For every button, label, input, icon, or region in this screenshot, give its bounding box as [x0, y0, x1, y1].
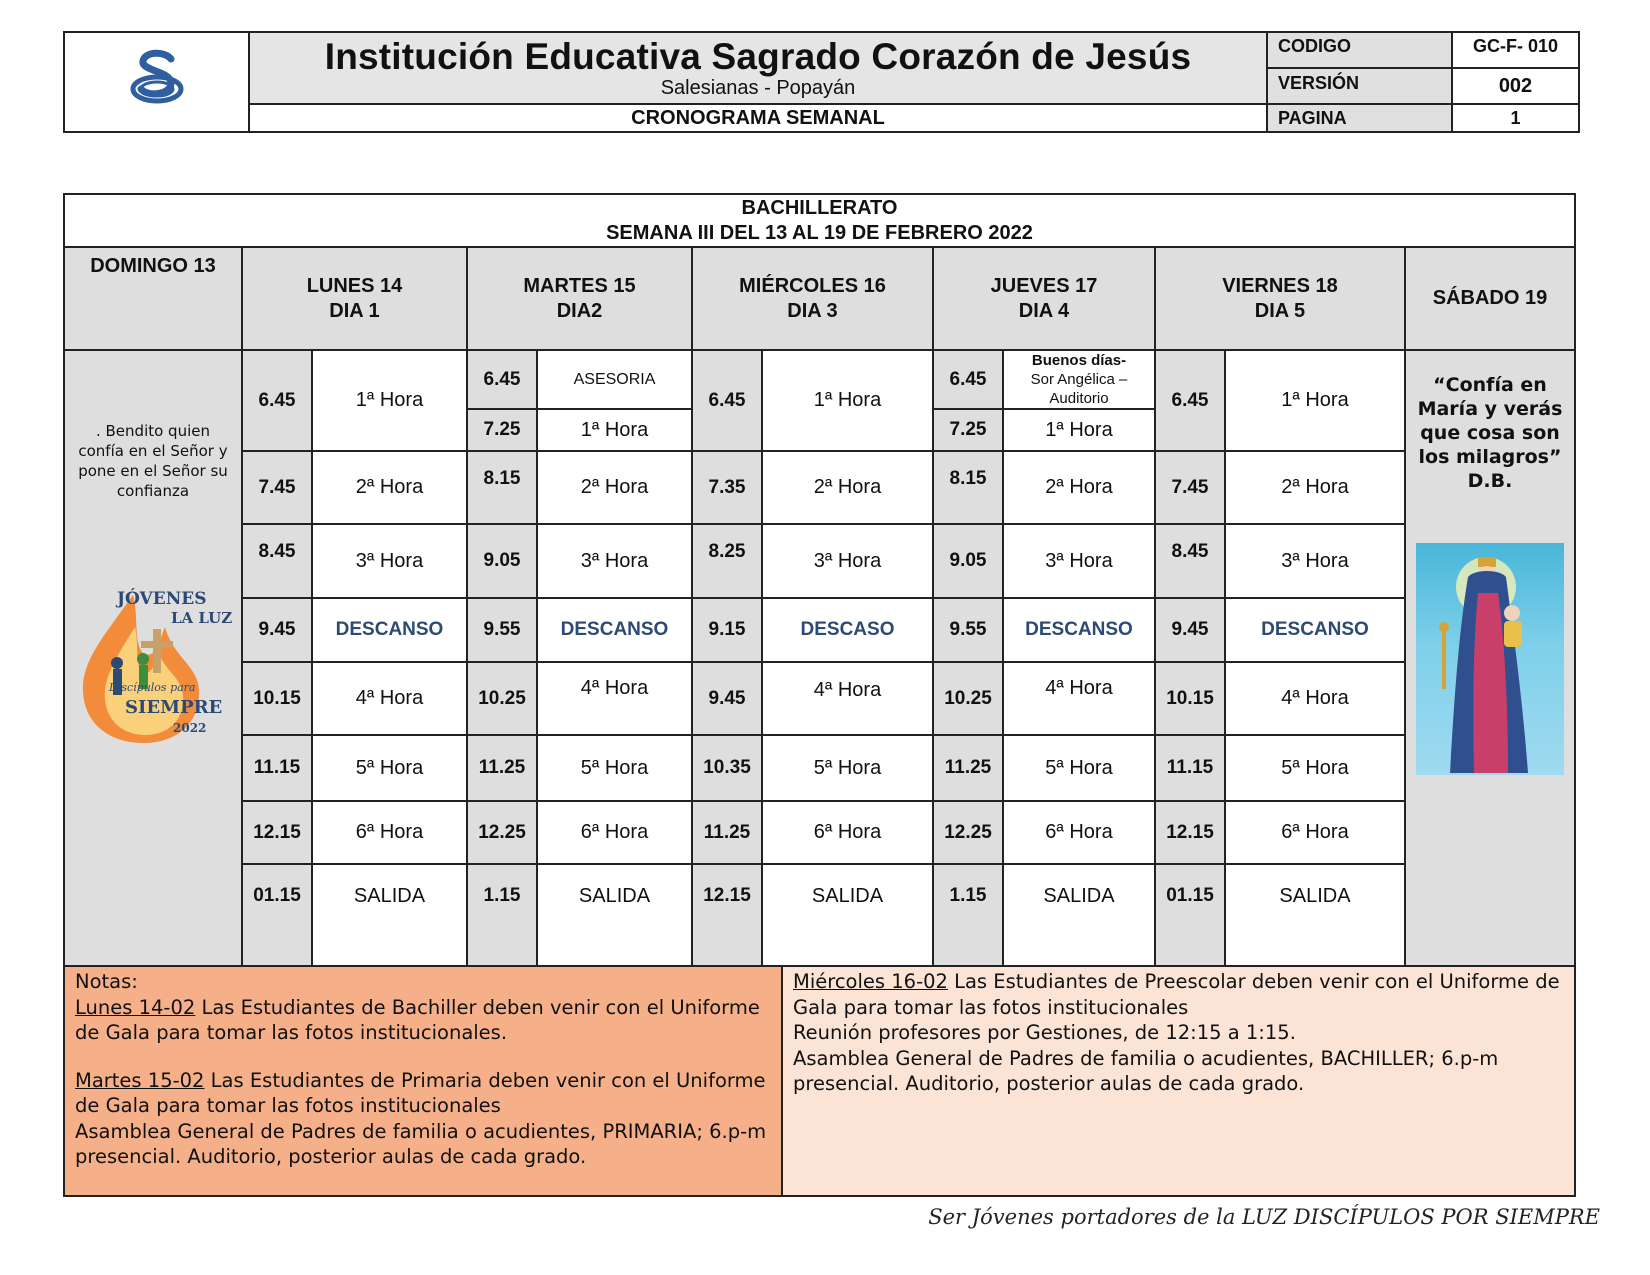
saturday-quote: “Confía en María y verás que cosa son los milagros” D.B. [1417, 374, 1563, 492]
monday-break: DESCANSO [313, 599, 468, 663]
day-header-tuesday [468, 248, 693, 351]
day-number: DIA 1 [329, 299, 380, 322]
day-name: JUEVES 17 [990, 274, 1098, 297]
wednesday-subject: 1ª Hora [763, 351, 934, 452]
monday-exit: SALIDA [313, 865, 468, 967]
thursday-time: 1.15 [934, 865, 1004, 967]
saturday-panel [1406, 351, 1574, 967]
day-name: LUNES 14 [306, 274, 403, 297]
tuesday-subject: 1ª Hora [538, 410, 693, 452]
friday-time: 7.45 [1156, 452, 1226, 525]
meta-label-codigo: CODIGO [1268, 33, 1453, 69]
logo-text-year: 2022 [173, 721, 207, 735]
schedule-level: BACHILLERATO [741, 196, 898, 219]
monday-subject: 3ª Hora [313, 525, 468, 599]
logo-text-jovenes: JÓVENES [117, 589, 207, 609]
friday-subject: 2ª Hora [1226, 452, 1406, 525]
wednesday-time: 7.35 [693, 452, 763, 525]
thursday-exit: SALIDA [1004, 865, 1156, 967]
friday-time: 6.45 [1156, 351, 1226, 452]
thursday-time: 11.25 [934, 736, 1004, 802]
monday-time: 7.45 [243, 452, 313, 525]
schedule-title [65, 195, 1574, 248]
note-date: Miércoles 16-02 [793, 970, 948, 993]
thursday-subject [1004, 351, 1156, 410]
notes-left-panel [65, 967, 783, 1195]
tuesday-break: DESCANSO [538, 599, 693, 663]
wednesday-time: 9.15 [693, 599, 763, 663]
thursday-subject: 5ª Hora [1004, 736, 1156, 802]
friday-time: 9.45 [1156, 599, 1226, 663]
tuesday-subject: 2ª Hora [538, 452, 693, 525]
tuesday-time: 1.15 [468, 865, 538, 967]
mary-help-christians-image [1416, 543, 1564, 775]
tuesday-subject: 4ª Hora [538, 663, 693, 736]
meta-value-version: 002 [1453, 69, 1578, 105]
friday-subject: 5ª Hora [1226, 736, 1406, 802]
note-date: Lunes 14-02 [75, 995, 196, 1019]
jovenes-luz-logo [73, 587, 233, 747]
good-morning-detail: Sor Angélica – Auditorio [1030, 371, 1128, 407]
day-number: DIA 3 [787, 299, 838, 322]
institution-subtitle: Salesianas - Popayán [660, 77, 856, 99]
day-number: DIA2 [556, 299, 603, 322]
meta-label-pagina: PAGINA [1268, 105, 1453, 131]
thursday-subject: 4ª Hora [1004, 663, 1156, 736]
day-header-sunday: DOMINGO 13 [65, 248, 243, 351]
wednesday-subject: 3ª Hora [763, 525, 934, 599]
friday-time: 01.15 [1156, 865, 1226, 967]
meta-value-pagina: 1 [1510, 108, 1521, 128]
monday-time: 01.15 [243, 865, 313, 967]
wednesday-subject: 5ª Hora [763, 736, 934, 802]
logo-text-discipulos: Discípulos para [109, 681, 196, 694]
day-header-friday [1156, 248, 1406, 351]
note-tuesday [75, 1068, 771, 1119]
friday-subject: 4ª Hora [1226, 663, 1406, 736]
note-date: Martes 15-02 [75, 1068, 205, 1092]
note-text: Las Estudiantes de Primaria deben venir con el Uniforme de Gala para tomar las fotos institucionales [75, 1068, 766, 1117]
monday-subject: 5ª Hora [313, 736, 468, 802]
tuesday-subject: ASESORIA [538, 351, 693, 410]
thursday-time: 6.45 [934, 351, 1004, 410]
thursday-time: 12.25 [934, 802, 1004, 865]
day-name: MARTES 15 [523, 274, 636, 297]
thursday-break: DESCANSO [1004, 599, 1156, 663]
institution-name: Institución Educativa Sagrado Corazón de Jesús [324, 36, 1192, 77]
friday-exit: SALIDA [1226, 865, 1406, 967]
note-teachers-meeting: Reunión profesores por Gestiones, de 12:15 a 1:15. [793, 1021, 1296, 1044]
notes-heading: Notas: [75, 970, 138, 993]
monday-subject: 4ª Hora [313, 663, 468, 736]
wednesday-time: 12.15 [693, 865, 763, 967]
footer-motto: Ser Jóvenes portadores de la LUZ DISCÍPULOS POR SIEMPRE [928, 1205, 1600, 1229]
wednesday-time: 6.45 [693, 351, 763, 452]
thursday-time: 9.05 [934, 525, 1004, 599]
tuesday-time: 8.15 [468, 452, 538, 525]
day-number: DIA 5 [1254, 299, 1306, 322]
note-primary-assembly: Asamblea General de Padres de familia o acudientes, PRIMARIA; 6.p-m presencial. Auditorio, posterior aulas de cada grado. [75, 1119, 767, 1168]
weekly-schedule [63, 193, 1576, 1197]
tuesday-subject: 6ª Hora [538, 802, 693, 865]
wednesday-exit: SALIDA [763, 865, 934, 967]
institution-title-cell [250, 33, 1268, 105]
friday-subject: 1ª Hora [1226, 351, 1406, 452]
monday-time: 10.15 [243, 663, 313, 736]
wednesday-subject: 2ª Hora [763, 452, 934, 525]
day-header-monday [243, 248, 468, 351]
note-spacer [75, 1046, 771, 1068]
tuesday-time: 7.25 [468, 410, 538, 452]
meta-label-version: VERSIÓN [1268, 69, 1453, 105]
monday-time: 9.45 [243, 599, 313, 663]
monday-subject: 6ª Hora [313, 802, 468, 865]
wednesday-subject: 6ª Hora [763, 802, 934, 865]
thursday-subject: 1ª Hora [1004, 410, 1156, 452]
friday-time: 12.15 [1156, 802, 1226, 865]
meta-value-codigo: GC-F- 010 [1453, 33, 1578, 69]
note-wednesday [793, 969, 1564, 1020]
day-header-thursday [934, 248, 1156, 351]
monday-time: 6.45 [243, 351, 313, 452]
thursday-time: 8.15 [934, 452, 1004, 525]
tuesday-time: 9.55 [468, 599, 538, 663]
monday-subject: 1ª Hora [313, 351, 468, 452]
thursday-time: 9.55 [934, 599, 1004, 663]
monday-time: 12.15 [243, 802, 313, 865]
day-name: MIÉRCOLES 16 [739, 274, 886, 297]
friday-time: 10.15 [1156, 663, 1226, 736]
note-text: Las Estudiantes de Bachiller deben venir con el Uniforme de Gala para tomar las fotos institucionales. [75, 995, 760, 1044]
schedule-week: SEMANA III DEL 13 AL 19 DE FEBRERO 2022 [606, 221, 1033, 244]
thursday-time: 7.25 [934, 410, 1004, 452]
note-bachiller-assembly: Asamblea General de Padres de familia o acudientes, BACHILLER; 6.p-m presencial. Auditorio, posterior aulas de cada grado. [793, 1046, 1499, 1095]
wednesday-break: DESCASO [763, 599, 934, 663]
tuesday-exit: SALIDA [538, 865, 693, 967]
note-text: Las Estudiantes de Preescolar deben venir con el Uniforme de Gala para tomar las fotos institucionales [793, 970, 1560, 1019]
thursday-subject: 2ª Hora [1004, 452, 1156, 525]
friday-subject: 3ª Hora [1226, 525, 1406, 599]
notes-right-panel [783, 967, 1574, 1195]
day-name: VIERNES 18 [1222, 274, 1338, 297]
friday-subject: 6ª Hora [1226, 802, 1406, 865]
tuesday-time: 9.05 [468, 525, 538, 599]
wednesday-time: 11.25 [693, 802, 763, 865]
tuesday-subject: 3ª Hora [538, 525, 693, 599]
day-header-saturday: SÁBADO 19 [1406, 248, 1574, 351]
thursday-subject: 6ª Hora [1004, 802, 1156, 865]
friday-time: 8.45 [1156, 525, 1226, 599]
thursday-subject: 3ª Hora [1004, 525, 1156, 599]
institution-logo-icon [127, 49, 187, 115]
wednesday-subject: 4ª Hora [763, 663, 934, 736]
thursday-time: 10.25 [934, 663, 1004, 736]
day-header-wednesday [693, 248, 934, 351]
friday-break: DESCANSO [1226, 599, 1406, 663]
monday-time: 11.15 [243, 736, 313, 802]
logo-text-la-luz: LA LUZ [171, 609, 233, 627]
institution-logo-cell [65, 33, 250, 131]
wednesday-time: 9.45 [693, 663, 763, 736]
note-monday [75, 995, 771, 1046]
sunday-panel [65, 351, 243, 967]
day-number: DIA 4 [1018, 299, 1070, 322]
document-header [63, 31, 1580, 133]
monday-subject: 2ª Hora [313, 452, 468, 525]
sunday-quote: . Bendito quien confía en el Señor y pone en el Señor su confianza [78, 422, 228, 500]
wednesday-time: 10.35 [693, 736, 763, 802]
tuesday-subject: 5ª Hora [538, 736, 693, 802]
logo-text-siempre: SIEMPRE [125, 697, 223, 718]
virgin-mary-icon [1416, 543, 1564, 775]
document-title: CRONOGRAMA SEMANAL [250, 105, 1268, 131]
tuesday-time: 10.25 [468, 663, 538, 736]
tuesday-time: 6.45 [468, 351, 538, 410]
tuesday-time: 11.25 [468, 736, 538, 802]
friday-time: 11.15 [1156, 736, 1226, 802]
tuesday-time: 12.25 [468, 802, 538, 865]
good-morning-label: Buenos días- [1031, 352, 1127, 369]
wednesday-time: 8.25 [693, 525, 763, 599]
monday-time: 8.45 [243, 525, 313, 599]
